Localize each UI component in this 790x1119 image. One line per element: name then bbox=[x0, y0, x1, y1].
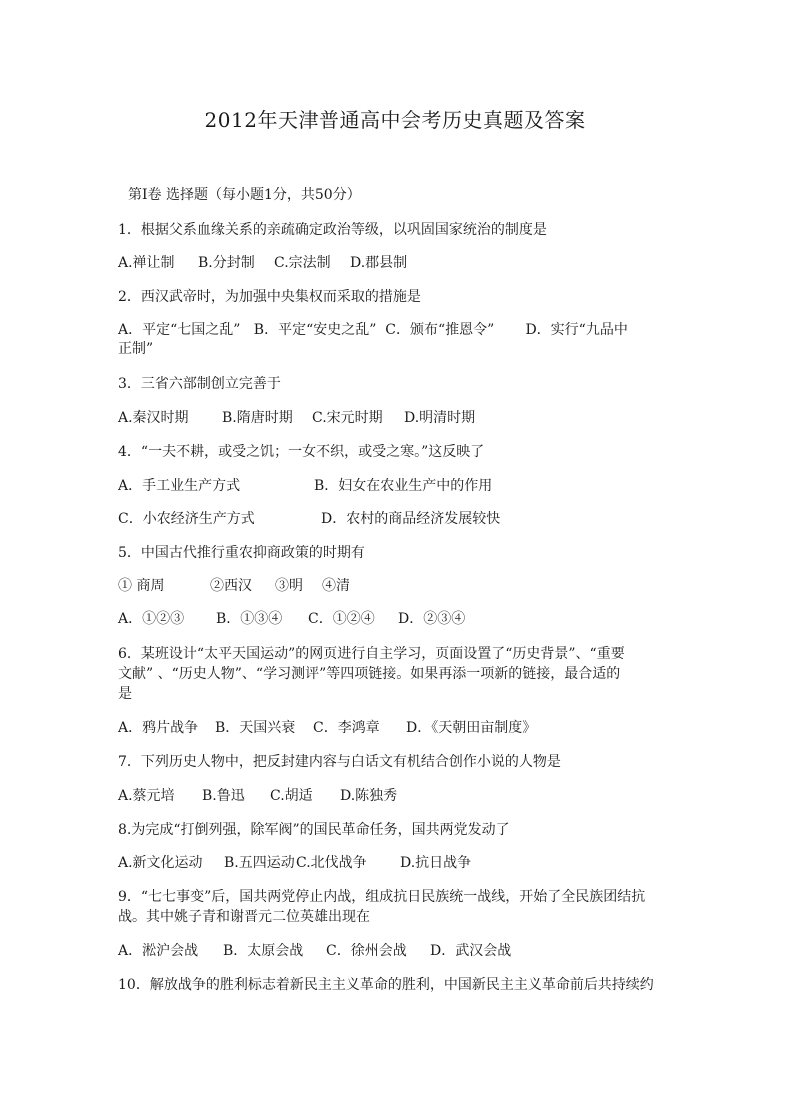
option-a: A.蔡元培 bbox=[118, 788, 175, 804]
page-title: 2012年天津普通高中会考历史真题及答案 bbox=[204, 108, 586, 132]
item-1: ① 商周 bbox=[118, 578, 165, 594]
option-c: C.北伐战争 bbox=[296, 855, 367, 871]
question-2-stem: 2．西汉武帝时，为加强中央集权而采取的措施是 bbox=[118, 289, 421, 305]
question-2-options-line2: 正制” bbox=[118, 341, 154, 357]
option-c: C.胡适 bbox=[270, 788, 313, 804]
section-heading: 第Ⅰ卷 选择题（每小题1分，共50分） bbox=[128, 187, 361, 203]
question-4-options-row2 bbox=[118, 509, 678, 530]
item-4: ④清 bbox=[322, 578, 350, 594]
option-b: B.鲁迅 bbox=[202, 788, 245, 804]
question-1-options bbox=[118, 253, 678, 274]
option-a: A．①②③ bbox=[118, 611, 185, 627]
option-a: A.秦汉时期 bbox=[118, 410, 189, 426]
option-c: C.宋元时期 bbox=[312, 410, 383, 426]
option-d: D.陈独秀 bbox=[340, 788, 398, 804]
question-3-options bbox=[118, 408, 678, 429]
option-c: C．①②④ bbox=[308, 611, 375, 627]
option-a: A．鸦片战争 bbox=[118, 720, 199, 736]
question-9-stem-line1: 9．“七七事变”后，国共两党停止内战，组成抗日民族统一战线，开始了全民族团结抗 bbox=[118, 889, 646, 905]
option-d: D.郡县制 bbox=[350, 255, 408, 271]
option-b: B.隋唐时期 bbox=[222, 410, 293, 426]
question-4-stem: 4．“一夫不耕，或受之饥；一女不织，或受之寒。”这反映了 bbox=[118, 444, 485, 460]
option-c: C．徐州会战 bbox=[326, 943, 407, 959]
option-b: B．太原会战 bbox=[223, 943, 304, 959]
question-8-options bbox=[118, 853, 678, 874]
option-d: D．《天朝田亩制度》 bbox=[406, 720, 537, 736]
question-8-stem: 8.为完成“打倒列强，除军阀”的国民革命任务，国共两党发动了 bbox=[118, 822, 510, 838]
option-b: B．①③④ bbox=[216, 611, 283, 627]
question-1-stem: 1．根据父系血缘关系的亲疏确定政治等级，以巩固国家统治的制度是 bbox=[118, 222, 547, 238]
option-b: B．妇女在农业生产中的作用 bbox=[314, 478, 493, 494]
option-d: D．武汉会战 bbox=[430, 943, 512, 959]
option-a: A．手工业生产方式 bbox=[118, 478, 241, 494]
option-a: A.新文化运动 bbox=[118, 855, 203, 871]
question-6-stem-line1: 6．某班设计“太平天国运动”的网页进行自主学习，页面设置了“历史背景”、“重要 bbox=[118, 646, 625, 662]
question-5-stem: 5．中国古代推行重农抑商政策的时期有 bbox=[118, 545, 365, 561]
question-7-options bbox=[118, 786, 678, 807]
option-b: B．天国兴衰 bbox=[215, 720, 296, 736]
question-10-stem: 10．解放战争的胜利标志着新民主主义革命的胜利，中国新民主主义革命前后共持续约 bbox=[118, 977, 654, 993]
question-5-items bbox=[118, 576, 678, 597]
question-5-options bbox=[118, 609, 678, 630]
question-6-stem-line3: 是 bbox=[118, 686, 132, 702]
option-d: D.明清时期 bbox=[404, 410, 476, 426]
question-6-stem-line2: 文献” 、“历史人物”、“学习测评”等四项链接。如果再添一项新的链接，最合适的 bbox=[118, 666, 621, 682]
option-a: A.禅让制 bbox=[118, 255, 175, 271]
question-9-stem-line2: 战。其中姚子青和谢晋元二位英雄出现在 bbox=[118, 909, 370, 925]
question-3-stem: 3．三省六部制创立完善于 bbox=[118, 376, 281, 392]
option-c: C．小农经济生产方式 bbox=[118, 511, 255, 527]
question-6-options bbox=[118, 718, 678, 739]
option-d: D．农村的商品经济发展较快 bbox=[321, 511, 501, 527]
question-4-options-row1 bbox=[118, 476, 678, 497]
question-9-options bbox=[118, 941, 678, 962]
item-3: ③明 bbox=[275, 578, 303, 594]
option-a: A．淞沪会战 bbox=[118, 943, 199, 959]
option-c: C.宗法制 bbox=[274, 255, 331, 271]
question-7-stem: 7．下列历史人物中，把反封建内容与白话文有机结合创作小说的人物是 bbox=[118, 754, 561, 770]
item-2: ②西汉 bbox=[210, 578, 252, 594]
option-c: C．李鸿章 bbox=[313, 720, 380, 736]
option-d: D.抗日战争 bbox=[400, 855, 472, 871]
question-2-options-line1: A．平定“七国之乱” B．平定“安史之乱” C．颁布“推恩令” D．实行“九品中 bbox=[118, 322, 628, 338]
option-b: B.五四运动 bbox=[224, 855, 295, 871]
option-b: B.分封制 bbox=[198, 255, 255, 271]
option-d: D．②③④ bbox=[398, 611, 466, 627]
